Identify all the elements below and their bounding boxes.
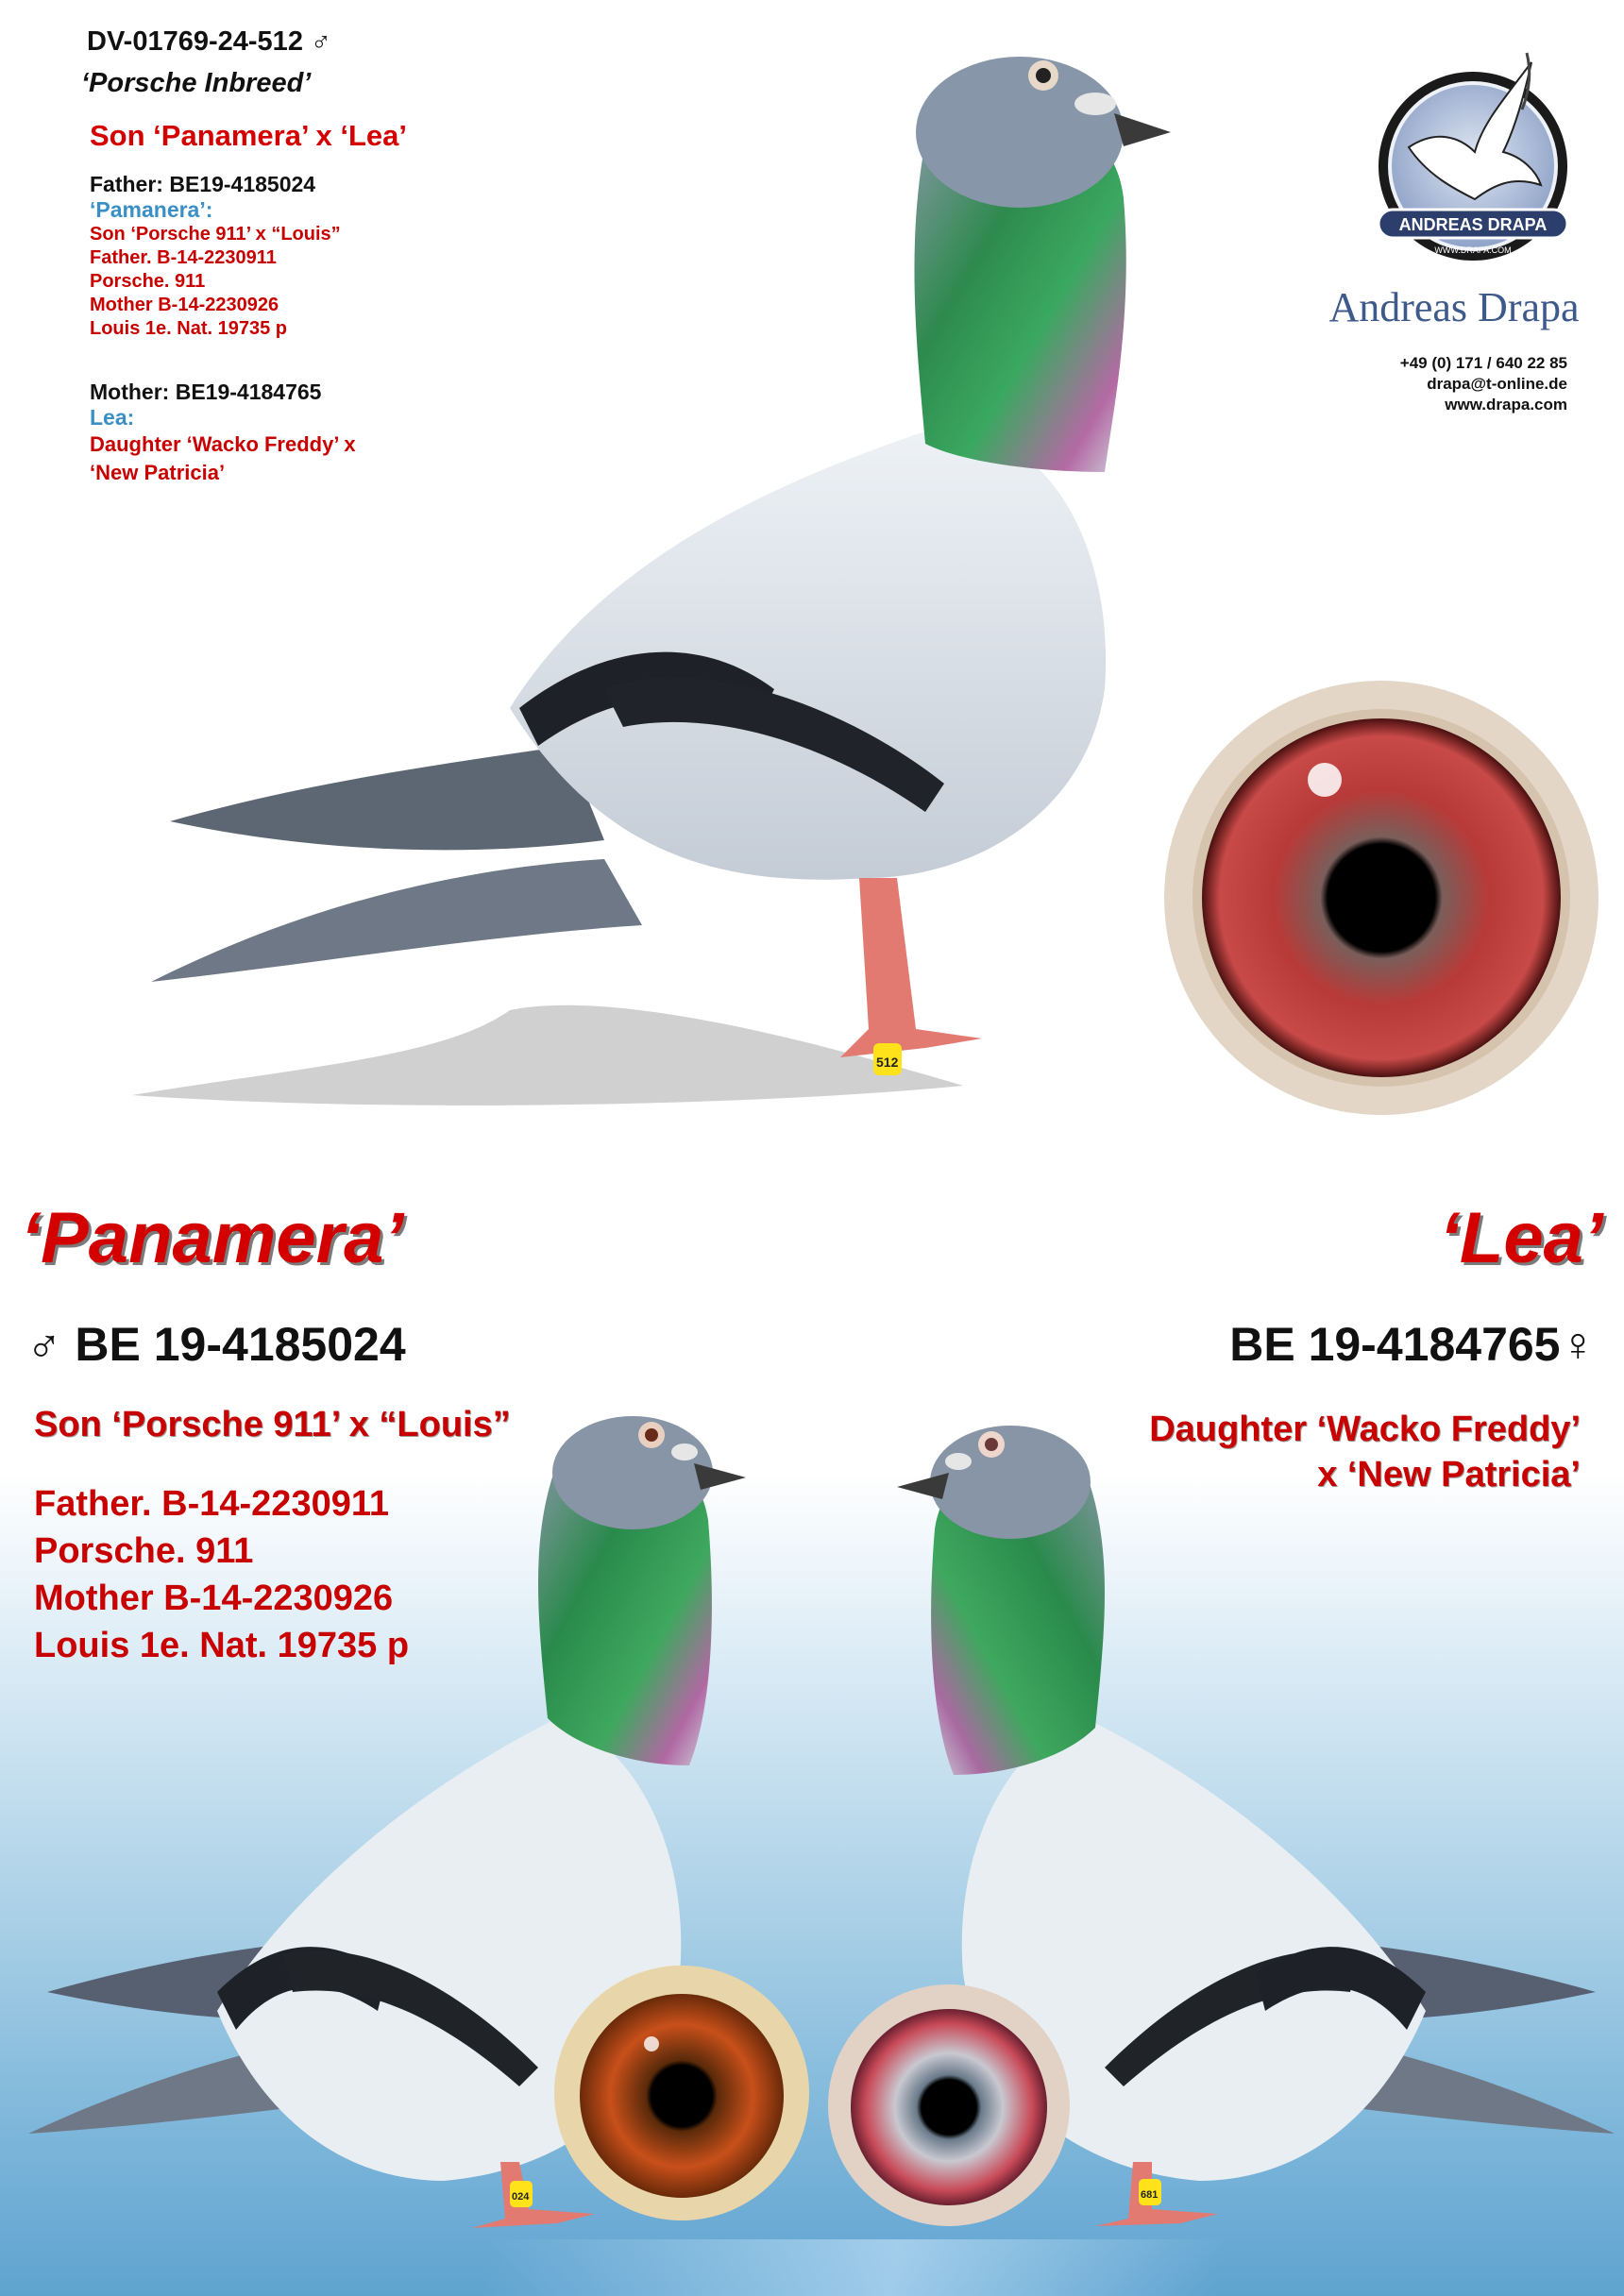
father-name: ‘Pamanera’:	[90, 197, 213, 222]
logo-url-text: WWW.DRAPA.COM	[1434, 245, 1512, 255]
light-stripe	[0, 2239, 1624, 2296]
father-ped-line-2: Porsche. 911	[34, 1531, 254, 1571]
father-panel-name: ‘Panamera’	[21, 1198, 404, 1278]
main-nickname: ‘Porsche Inbreed’	[81, 68, 312, 98]
father-label: Father: BE19-4185024	[90, 172, 316, 196]
andreas-drapa-logo	[1371, 34, 1579, 270]
father-line-5: Louis 1e. Nat. 19735 p	[90, 318, 287, 339]
mother-subtitle-line-1: Daughter ‘Wacko Freddy’	[1149, 1410, 1581, 1449]
father-panel-ring: ♂ BE 19-4185024	[26, 1318, 406, 1371]
brand-website[interactable]: www.drapa.com	[1445, 396, 1567, 414]
father-line-2: Father. B-14-2230911	[90, 247, 277, 268]
mother-line-1: Daughter ‘Wacko Freddy’ x	[90, 432, 356, 456]
father-ped-line-4: Louis 1e. Nat. 19735 p	[34, 1626, 410, 1665]
mother-name: Lea:	[90, 405, 135, 430]
contact-block	[1284, 353, 1567, 415]
father-line-4: Mother B-14-2230926	[90, 295, 279, 315]
mother-panel-ring: BE 19-4184765♀	[1229, 1318, 1596, 1371]
father-line-1: Son ‘Porsche 911’ x “Louis”	[90, 224, 341, 245]
mother-panel-name: ‘Lea’	[1439, 1198, 1603, 1278]
father-bird-ring-band: 024	[512, 2191, 530, 2203]
brand-email[interactable]: drapa@t-online.de	[1427, 375, 1567, 393]
father-line-3: Porsche. 911	[90, 271, 206, 292]
father-ped-line-1: Father. B-14-2230911	[34, 1484, 390, 1524]
mother-line-2: ‘New Patricia’	[90, 461, 226, 484]
main-headline: Son ‘Panamera’ x ‘Lea’	[90, 119, 407, 152]
father-eye-photo	[552, 1964, 812, 2223]
father-ped-line-3: Mother B-14-2230926	[34, 1578, 394, 1618]
main-ring-number: DV-01769-24-512 ♂	[87, 26, 331, 57]
brand-name: Andreas Drapa	[1328, 284, 1580, 330]
brand-phone: +49 (0) 171 / 640 22 85	[1399, 354, 1567, 372]
mother-subtitle-line-2: x ‘New Patricia’	[1317, 1455, 1581, 1494]
main-eye-photo	[1159, 676, 1603, 1120]
mother-eye-photo	[821, 1983, 1076, 2228]
main-bird-ring-band: 512	[876, 1055, 899, 1070]
main-pigeon-photo	[113, 28, 1180, 1142]
mother-bird-ring-band: 681	[1141, 2189, 1159, 2201]
mother-label: Mother: BE19-4184765	[90, 380, 322, 404]
father-panel-subtitle: Son ‘Porsche 911’ x “Louis”	[34, 1405, 511, 1444]
logo-text: ANDREAS DRAPA	[1398, 215, 1548, 234]
